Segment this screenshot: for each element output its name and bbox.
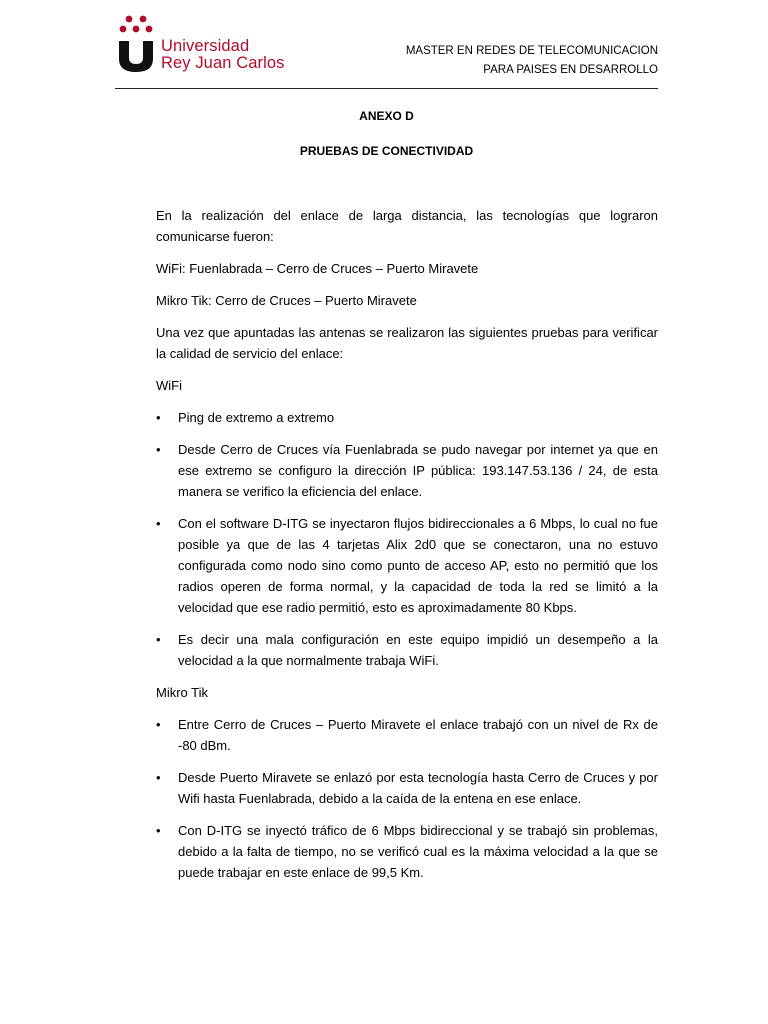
list-item-text: Con D-ITG se inyectó tráfico de 6 Mbps bidireccional y se trabajó sin problemas, debido a la falta de tiempo, no se verificó cual es la máxima velocidad a la que se puede trabajar en este enlace de 99,5 Km. (178, 823, 658, 880)
program-title-line1: MASTER EN REDES DE TELECOMUNICACION (405, 45, 658, 57)
program-title-line2: PARA PAISES EN DESARROLLO (483, 64, 658, 76)
annex-subtitle: PRUEBAS DE CONECTIVIDAD (299, 144, 474, 158)
university-name (161, 38, 284, 72)
university-name-line1: Universidad (161, 37, 250, 55)
intro-paragraph: En la realización del enlace de larga distancia, las tecnologías que lograron comunicarse fueron: (156, 208, 658, 244)
bullet-icon: • (156, 442, 161, 457)
mikrotik-heading: Mikro Tik (156, 685, 208, 700)
list-item-text: Es decir una mala configuración en este equipo impidió un desempeño a la velocidad a la que normalmente trabaja WiFi. (178, 632, 658, 668)
list-item (156, 439, 658, 502)
program-title (406, 42, 658, 80)
university-logo (115, 14, 315, 84)
bullet-icon: • (156, 717, 161, 732)
university-name-line2: Rey Juan Carlos (161, 54, 285, 72)
wifi-test-list (156, 407, 658, 671)
document-body (156, 205, 658, 894)
list-item (156, 629, 658, 671)
annex-title: ANEXO D (359, 109, 414, 123)
tests-intro-paragraph: Una vez que apuntadas las antenas se realizaron las siguientes pruebas para verificar la calidad de servicio del enlace: (156, 325, 658, 361)
list-item-text: Con el software D-ITG se inyectaron flujos bidireccionales a 6 Mbps, lo cual no fue posible ya que de las 4 tarjetas Alix 2d0 que se conectaron, una no estuvo configurada como nodo sino como punto de acceso AP, esto no permitió que los radios operen de forma normal, y la capacidad de toda la red se limitó a la velocidad que ese radio permitió, esto es aproximadamente 80 Kbps. (178, 516, 658, 615)
wifi-heading: WiFi (156, 378, 182, 393)
list-item (156, 767, 658, 809)
list-item (156, 820, 658, 883)
mikrotik-route-paragraph: Mikro Tik: Cerro de Cruces – Puerto Miravete (156, 293, 417, 308)
header-divider (115, 88, 658, 89)
list-item-text: Ping de extremo a extremo (178, 410, 335, 425)
bullet-icon: • (156, 632, 161, 647)
bullet-icon: • (156, 410, 161, 425)
list-item-text: Desde Cerro de Cruces vía Fuenlabrada se pudo navegar por internet ya que en ese extremo se configuro la dirección IP pública: 193.147.53.136 / 24, de esta manera se verifico la eficiencia del enlace. (178, 442, 658, 499)
list-item (156, 513, 658, 618)
list-item-text: Entre Cerro de Cruces – Puerto Miravete el enlace trabajó con un nivel de Rx de -80 dBm. (178, 717, 658, 753)
university-logo-mark-icon (115, 14, 157, 74)
wifi-route-paragraph: WiFi: Fuenlabrada – Cerro de Cruces – Puerto Miravete (156, 261, 479, 276)
bullet-icon: • (156, 823, 161, 838)
list-item (156, 407, 658, 428)
bullet-icon: • (156, 770, 161, 785)
list-item-text: Desde Puerto Miravete se enlazó por esta tecnología hasta Cerro de Cruces y por Wifi hasta Fuenlabrada, debido a la caída de la entena en ese enlace. (178, 770, 658, 806)
page-header (115, 14, 658, 94)
bullet-icon: • (156, 516, 161, 531)
mikrotik-test-list (156, 714, 658, 883)
list-item (156, 714, 658, 756)
